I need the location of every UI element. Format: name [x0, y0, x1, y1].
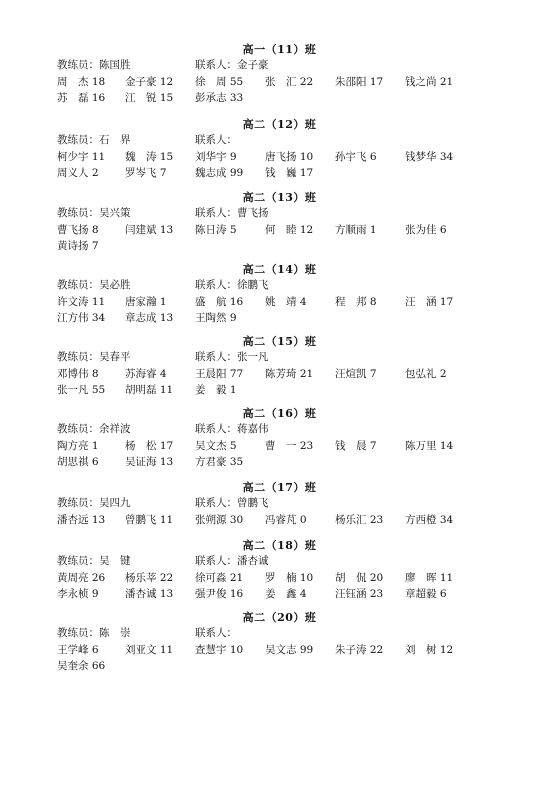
student-entry: 陈万里 14 [405, 439, 454, 452]
student-entry: 汪钰涵 23 [335, 588, 384, 600]
student-entry: 钱梦华 34 [405, 150, 454, 163]
student-entry: 罗岑飞 7 [125, 167, 167, 179]
student-entry: 魏 涛 15 [125, 150, 174, 163]
student-entry: 程 邦 8 [335, 295, 377, 308]
student-entry: 邓博伟 8 [57, 367, 99, 380]
class-title: 高二（15）班 [242, 335, 317, 348]
coach-label: 教练员：吴春平 [57, 351, 131, 363]
student-entry: 杨 松 17 [125, 439, 174, 452]
coach-label: 教练员：吴四九 [57, 497, 131, 509]
student-entry: 钱 晨 7 [335, 439, 377, 452]
student-entry: 章志成 13 [125, 312, 174, 324]
student-entry: 汪煊凯 7 [335, 367, 377, 380]
student-entry: 汪 涵 17 [405, 295, 454, 308]
student-entry: 江方伟 34 [57, 312, 106, 324]
student-entry: 江 锐 15 [125, 92, 174, 104]
student-entry: 姜 鑫 4 [265, 588, 307, 600]
student-entry: 闫建斌 13 [125, 223, 174, 236]
student-entry: 廖 晖 11 [405, 571, 454, 584]
student-entry: 徐 周 55 [195, 75, 244, 88]
student-entry: 胡思祺 6 [57, 456, 99, 468]
contact-label: 联系人：蒋嘉伟 [195, 423, 269, 435]
student-entry: 陈芳琦 21 [265, 367, 314, 380]
student-entry: 周 杰 18 [57, 75, 106, 88]
student-entry: 曹飞扬 8 [57, 223, 99, 236]
student-entry: 吴奎余 66 [57, 660, 106, 672]
student-entry: 曹 一 23 [265, 439, 314, 452]
coach-label: 教练员：吴 键 [57, 555, 131, 567]
contact-label: 联系人：金子豪 [195, 59, 269, 71]
student-entry: 方君豪 35 [195, 456, 244, 468]
student-entry: 黄诗扬 7 [57, 240, 99, 252]
class-title: 高二（16）班 [242, 407, 317, 420]
student-entry: 孙宇飞 6 [335, 150, 377, 163]
student-entry: 包弘礼 2 [405, 367, 447, 380]
coach-label: 教练员：吴必胜 [57, 279, 131, 291]
student-entry: 魏志成 99 [195, 167, 244, 179]
student-entry: 方西橙 34 [405, 513, 454, 526]
contact-label: 联系人：曹飞扬 [195, 207, 269, 219]
student-entry: 杨乐汇 23 [335, 513, 384, 526]
student-entry: 姜 毅 1 [195, 384, 237, 396]
student-entry: 唐飞扬 10 [265, 150, 314, 163]
student-entry: 方顺雨 1 [335, 223, 377, 236]
student-entry: 许文涛 11 [57, 295, 106, 308]
student-entry: 苏 磊 16 [57, 92, 106, 104]
student-entry: 张朔源 30 [195, 513, 244, 526]
class-title: 高二（13）班 [242, 191, 317, 204]
student-entry: 彭承志 33 [195, 92, 244, 104]
student-entry: 刘 树 12 [405, 643, 454, 656]
student-entry: 何 睦 12 [265, 223, 314, 236]
student-entry: 李永桢 9 [57, 588, 99, 600]
student-entry: 柯少宇 11 [57, 150, 106, 163]
contact-label: 联系人：潘杏诚 [195, 555, 269, 567]
student-entry: 苏海睿 4 [125, 367, 167, 380]
student-entry: 查慧宇 10 [195, 643, 244, 656]
student-entry: 黄周亮 26 [57, 571, 106, 584]
student-entry: 张一凡 55 [57, 384, 106, 396]
coach-label: 教练员：吴兴策 [57, 207, 131, 219]
contact-label: 联系人：徐鹏飞 [195, 279, 269, 291]
contact-label: 联系人： [195, 627, 237, 639]
student-entry: 张 汇 22 [265, 75, 314, 88]
student-entry: 胡 侃 20 [335, 571, 384, 584]
student-entry: 张为佳 6 [405, 223, 447, 236]
contact-label: 联系人：曾鹏飞 [195, 497, 269, 509]
student-entry: 钱之尚 21 [405, 75, 454, 88]
student-entry: 朱子涛 22 [335, 643, 384, 656]
class-title: 高二（18）班 [242, 539, 317, 552]
student-entry: 钱 巍 17 [265, 167, 314, 179]
student-entry: 陈日涛 5 [195, 223, 237, 236]
student-entry: 盛 航 16 [195, 295, 244, 308]
student-entry: 潘杏远 13 [57, 513, 106, 526]
student-entry: 王学峰 6 [57, 643, 99, 656]
student-entry: 吴证海 13 [125, 456, 174, 468]
class-title: 高二（20）班 [242, 611, 317, 624]
student-entry: 王晨阳 77 [195, 367, 244, 380]
student-entry: 章超毅 6 [405, 588, 447, 600]
student-entry: 唐家瀚 1 [125, 295, 167, 308]
class-title: 高二（17）班 [242, 481, 317, 494]
student-entry: 曾鹏飞 11 [125, 513, 174, 526]
class-title: 高一（11）班 [242, 43, 317, 56]
student-entry: 周义人 2 [57, 167, 99, 179]
student-entry: 吴文志 99 [265, 643, 314, 656]
coach-label: 教练员：陈国胜 [57, 59, 131, 71]
class-title: 高二（12）班 [242, 118, 317, 131]
student-entry: 潘杏诚 13 [125, 588, 174, 600]
coach-label: 教练员：石 界 [57, 134, 131, 146]
student-entry: 刘华宇 9 [195, 150, 237, 163]
student-entry: 刘亚文 11 [125, 643, 174, 656]
student-entry: 罗 楠 10 [265, 571, 314, 584]
student-entry: 姚 靖 4 [265, 295, 307, 308]
student-entry: 陶方亮 1 [57, 439, 99, 452]
student-entry: 吴文杰 5 [195, 439, 237, 452]
student-entry: 王陶然 9 [195, 312, 237, 324]
student-entry: 杨乐莘 22 [125, 571, 174, 584]
student-entry: 胡明磊 11 [125, 384, 174, 396]
contact-label: 联系人： [195, 134, 237, 146]
coach-label: 教练员：余祥波 [57, 423, 131, 435]
student-entry: 徐可淼 21 [195, 571, 244, 584]
student-entry: 朱邵阳 17 [335, 75, 384, 88]
student-entry: 金子豪 12 [125, 75, 174, 88]
coach-label: 教练员：陈 崇 [57, 627, 131, 639]
class-title: 高二（14）班 [242, 263, 317, 276]
contact-label: 联系人：张一凡 [195, 351, 269, 363]
student-entry: 冯睿芃 0 [265, 513, 307, 526]
student-entry: 强尹俊 16 [195, 588, 244, 600]
